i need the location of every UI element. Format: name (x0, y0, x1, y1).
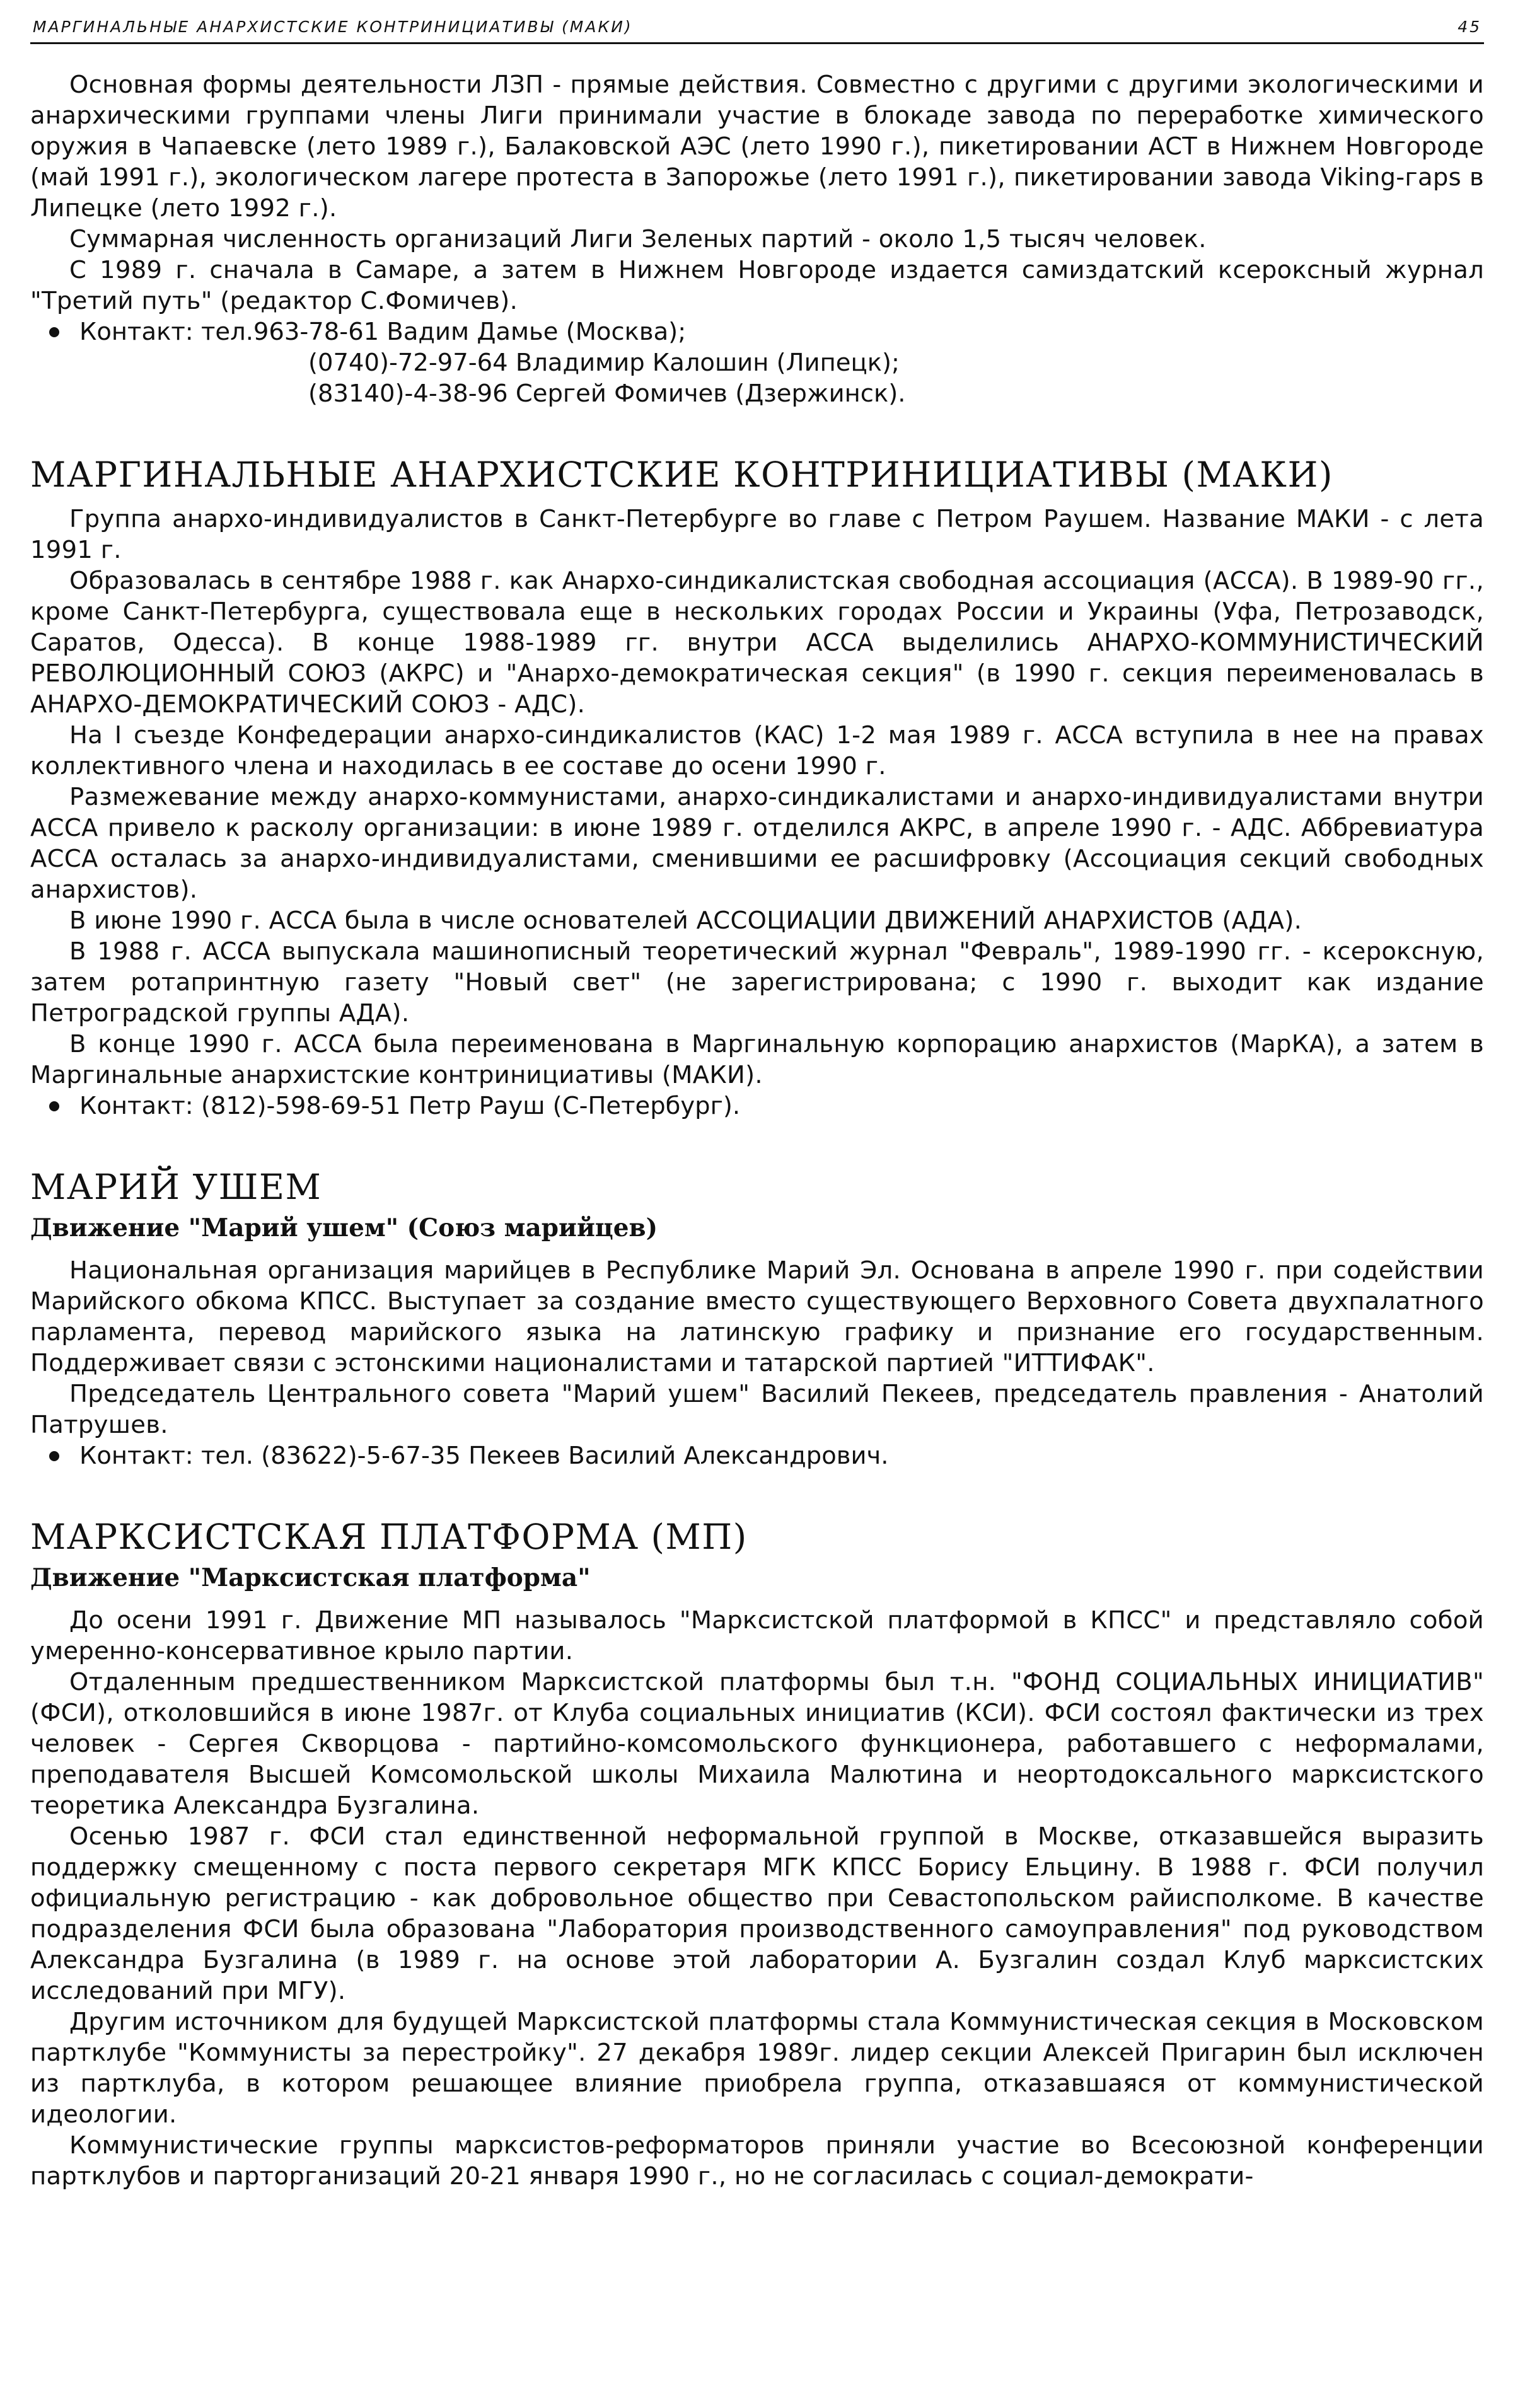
contact-block (30, 1091, 1484, 1121)
paragraph: На I съезде Конфедерации анархо-синдикалистов (КАС) 1-2 мая 1989 г. АССА вступила в нее на правах коллективного члена и находилась в ее составе до осени 1990 г. (30, 721, 1484, 780)
page-number: 45 (1458, 18, 1481, 36)
paragraph: Образовалась в сентябре 1988 г. как Анархо-синдикалистская свободная ассоциация (АССА). В 1989-90 гг., кроме Санкт-Петербурга, существовала еще в нескольких городах России и Украины (Уфа, Петрозаводск, Саратов, Одесса). В конце 1988-1989 гг. внутри АССА выделились АНАРХО-КОММУНИСТИЧЕСКИЙ РЕВОЛЮЦИОННЫЙ СОЮЗ (АКРС) и "Анархо-демократическая секция" (в 1990 г. секция переименовалась в АНАРХО-ДЕМОКРАТИЧЕСКИЙ СОЮЗ - АДС). (30, 567, 1484, 719)
paragraph: С 1989 г. сначала в Самаре, а затем в Нижнем Новгороде издается самиздатский ксероксный журнал "Третий путь" (редактор С.Фомичев). (30, 256, 1484, 315)
contact-line: (83140)-4-38-96 Сергей Фомичев (Дзержинск). (308, 379, 906, 408)
paragraph: Суммарная численность организаций Лиги Зеленых партий - около 1,5 тысяч человек. (69, 225, 1207, 253)
bullet-icon (49, 1451, 59, 1461)
running-title: МАРГИНАЛЬНЫЕ АНАРХИСТСКИЕ КОНТРИНИЦИАТИВЫ (МАКИ) (33, 18, 633, 36)
paragraph: В конце 1990 г. АССА была переименована в Маргинальную корпорацию анархистов (МарКА), а затем в Маргинальные анархистские контринициативы (МАКИ). (30, 1030, 1484, 1089)
contact-line: Контакт: тел.963-78-61 Вадим Дамье (Москва); (79, 318, 687, 346)
paragraph: Отдаленным предшественником Марксистской платформы был т.н. "ФОНД СОЦИАЛЬНЫХ ИНИЦИАТИВ" (ФСИ), отколовшийся в июне 1987г. от Клуба социальных инициатив (КСИ). ФСИ состоял фактически из трех человек - Сергея Скворцова - партийно-комсомольского функционера, работавшего с неформалами, преподавателя Высшей Комсомольской школы Михаила Малютина и неортодоксального марксистского теоретика Александра Бузгалина. (30, 1668, 1484, 1820)
paragraph: Группа анархо-индивидуалистов в Санкт-Петербурге во главе с Петром Раушем. Название МАКИ - с лета 1991 г. (30, 505, 1484, 564)
paragraph: До осени 1991 г. Движение МП называлось "Марксистской платформой в КПСС" и представляло собой умеренно-консервативное крыло партии. (30, 1606, 1484, 1665)
paragraph: Осенью 1987 г. ФСИ стал единственной неформальной группой в Москве, отказавшейся выразить поддержку смещенному с поста первого секретаря МГК КПСС Борису Ельцину. В 1988 г. ФСИ получил официальную регистрацию - как добровольное общество при Севастопольском райисполкоме. В качестве подразделения ФСИ была образована "Лаборатория производственного самоуправления" под руководством Александра Бузгалина (в 1989 г. на основе этой лаборатории А. Бузгалин создал Клуб марксистских исследований при МГУ). (30, 1822, 1484, 2005)
paragraph: Национальная организация марийцев в Республике Марий Эл. Основана в апреле 1990 г. при содействии Марийского обкома КПСС. Выступает за создание вместо существующего Верховного Совета двухпалатного парламента, перевод марийского языка на латинскую графику и признание его государственным. Поддерживает связи с эстонскими националистами и татарской партией "ИТТИФАК". (30, 1256, 1484, 1377)
paragraph: Основная формы деятельности ЛЗП - прямые действия. Совместно с другими с другими экологическими и анархическими группами члены Лиги принимали участие в блокаде завода по переработке химического оружия в Чапаевске (лето 1989 г.), Балаковской АЭС (лето 1990 г.), пикетировании АСТ в Нижнем Новгороде (май 1991 г.), экологическом лагере протеста в Запорожье (лето 1991 г.), пикетировании завода Viking-гаps в Липецке (лето 1992 г.). (30, 71, 1484, 223)
contact-line: Контакт: тел. (83622)-5-67-35 Пекеев Василий Александрович. (79, 1442, 889, 1470)
paragraph: Председатель Центрального совета "Марий ушем" Василий Пекеев, председатель правления - Анатолий Патрушев. (30, 1380, 1484, 1439)
paragraph: В 1988 г. АССА выпускала машинописный теоретический журнал "Февраль", 1989-1990 гг. - ксероксную, затем ротапринтную газету "Новый свет" (не зарегистрирована; с 1990 г. выходит как издание Петроградской группы АДА). (30, 937, 1484, 1027)
bullet-icon (49, 1101, 59, 1111)
section-title: МАРИЙ УШЕМ (30, 1167, 322, 1207)
section-subtitle: Движение "Марксистская платформа" (30, 1563, 591, 1592)
contact-block (30, 1440, 1484, 1471)
paragraph: Коммунистические группы марксистов-реформаторов приняли участие во Всесоюзной конференции партклубов и парторганизаций 20-21 января 1990 г., но не согласилась с социал-демократи- (30, 2131, 1484, 2191)
contact-block (30, 316, 1484, 409)
paragraph: В июне 1990 г. АССА была в числе основателей АССОЦИАЦИИ ДВИЖЕНИЙ АНАРХИСТОВ (АДА). (69, 906, 1302, 935)
paragraph: Размежевание между анархо-коммунистами, анархо-синдикалистами и анархо-индивидуалистами внутри АССА привело к расколу организации: в июне 1989 г. отделился АКРС, в апреле 1990 г. - АДС. Аббревиатура АССА осталась за анархо-индивидуалистами, сменившими ее расшифровку (Ассоциация секций свободных анархистов). (30, 783, 1484, 904)
bullet-icon (49, 327, 59, 337)
section-mari-ushem (30, 1167, 1484, 1471)
section-title: МАРКСИСТСКАЯ ПЛАТФОРМА (МП) (30, 1517, 748, 1557)
contact-line: Контакт: (812)-598-69-51 Петр Рауш (С-Петербург). (79, 1092, 741, 1120)
section-title: МАРГИНАЛЬНЫЕ АНАРХИСТСКИЕ КОНТРИНИЦИАТИВЫ (МАКИ) (30, 454, 1333, 495)
section-lzp-continuation (30, 69, 1484, 409)
section-subtitle: Движение "Марий ушем" (Союз марийцев) (30, 1213, 658, 1242)
section-maki (30, 454, 1484, 1121)
document-page (30, 18, 1484, 2192)
contact-line: (0740)-72-97-64 Владимир Калошин (Липецк); (308, 349, 900, 377)
running-header (30, 18, 1484, 44)
paragraph: Другим источником для будущей Марксистской платформы стала Коммунистическая секция в Московском партклубе "Коммунисты за перестройку". 27 декабря 1989г. лидер секции Алексей Пригарин был исключен из партклуба, в котором решающее влияние приобрела группа, отказавшаяся от коммунистической идеологии. (30, 2008, 1484, 2129)
section-marxist-platform (30, 1517, 1484, 2192)
